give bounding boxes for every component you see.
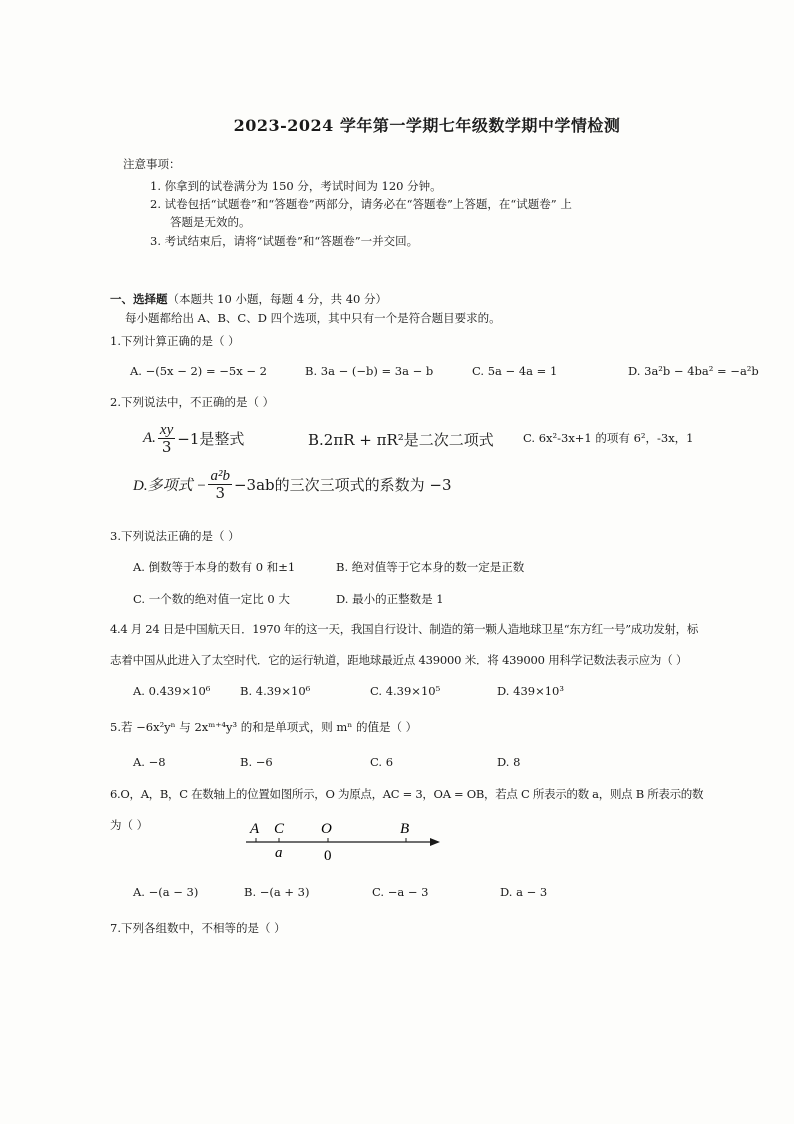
q2-d-den: 3 [215, 484, 225, 502]
section-info: （本题共 10 小题，每题 4 分，共 40 分） [167, 292, 388, 306]
q5-option-d: D. 8 [497, 755, 521, 769]
q3-option-d: D. 最小的正整数是 1 [336, 592, 444, 606]
q6-option-b: B. −(a + 3) [244, 885, 310, 899]
notice-item-2: 2. 试卷包括“试题卷”和“答题卷”两部分，请务必在“答题卷”上答题，在“试题卷” 上 [150, 197, 572, 211]
q2-d-prefix: D.多项式 − [133, 478, 207, 494]
q4-option-d: D. 439×10³ [497, 684, 564, 698]
q4-line-1: 4.4 月 24 日是中国航天日．1970 年的这一天，我国自行设计、制造的第一颗人造地球卫星“东方红一号”成功发射，标 [110, 622, 699, 636]
q6-option-d: D. a − 3 [500, 885, 548, 899]
q1-option-c: C. 5a − 4a = 1 [472, 364, 558, 378]
q1-stem: 1.下列计算正确的是（ ） [110, 334, 240, 348]
q3-option-c: C. 一个数的绝对值一定比 0 大 [133, 592, 290, 606]
q2-d-num: a²b [210, 468, 230, 484]
q7-stem: 7.下列各组数中，不相等的是（ ） [110, 921, 286, 935]
label-a-point: A [250, 821, 260, 837]
q2-d-fraction [208, 468, 232, 501]
notice-item-1: 1. 你拿到的试卷满分为 150 分，考试时间为 120 分钟。 [150, 179, 442, 193]
label-origin: O [321, 821, 332, 837]
q2-d-suffix: −3ab的三次三项式的系数为 −3 [233, 476, 452, 494]
q5-option-a: A. −8 [133, 755, 166, 769]
q2-stem: 2.下列说法中，不正确的是（ ） [110, 395, 275, 409]
q5-stem: 5.若 −6x²yⁿ 与 2xᵐ⁺⁴y³ 的和是单项式，则 mⁿ 的值是（ ） [110, 720, 418, 734]
label-zero: 0 [324, 848, 332, 864]
label-b-point: B [400, 821, 410, 837]
q3-option-b: B. 绝对值等于它本身的数一定是正数 [336, 560, 525, 574]
q4-option-b: B. 4.39×10⁶ [240, 684, 311, 698]
q2-a-suffix: −1是整式 [177, 430, 245, 448]
number-line-arrow [430, 838, 440, 846]
q4-option-c: C. 4.39×10⁵ [370, 684, 441, 698]
q2-option-c: C. 6x²-3x+1 的项有 6²，-3x，1 [523, 431, 694, 445]
notice-heading: 注意事项： [123, 157, 181, 171]
q1-option-b: B. 3a − (−b) = 3a − b [305, 364, 434, 378]
label-c-point: C [274, 821, 285, 837]
q1-option-d: D. 3a²b − 4ba² = −a²b [628, 364, 759, 378]
q6-line-1: 6.O，A，B，C 在数轴上的位置如图所示，O 为原点，AC = 3，OA = OB，若点 C 所表示的数 a，则点 B 所表示的数 [110, 787, 704, 801]
number-line-figure [240, 815, 450, 865]
q2-a-den: 3 [161, 438, 172, 456]
q4-line-2: 志着中国从此进入了太空时代．它的运行轨道，距地球最近点 439000 米．将 439000 用科学记数法表示应为（ ） [110, 653, 688, 667]
q6-option-c: C. −a − 3 [372, 885, 429, 899]
label-c-value: a [275, 845, 283, 861]
q2-a-num: xy [159, 422, 174, 438]
q5-option-c: C. 6 [370, 755, 394, 769]
q3-stem: 3.下列说法正确的是（ ） [110, 529, 240, 543]
q6-option-a: A. −(a − 3) [133, 885, 199, 899]
notice-item-2-cont: 答题是无效的。 [170, 215, 251, 229]
q6-line-2: 为（ ） [110, 818, 149, 832]
section-instruction: 每小题都给出 A、B、C、D 四个选项，其中只有一个是符合题目要求的。 [125, 311, 501, 325]
notice-item-3: 3. 考试结束后，请将“试题卷”和“答题卷”一并交回。 [150, 234, 419, 248]
q2-option-a [143, 422, 244, 455]
q1-option-a: A. −(5x − 2) = −5x − 2 [130, 364, 267, 378]
section-label: 一、选择题 [110, 292, 168, 306]
q5-option-b: B. −6 [240, 755, 273, 769]
q2-option-d [133, 468, 452, 501]
q2-a-prefix: A. [143, 430, 156, 446]
q2-option-b: B.2πR + πR²是二次二项式 [308, 431, 494, 449]
section-heading [110, 291, 387, 307]
q2-a-fraction [158, 422, 175, 455]
q4-option-a: A. 0.439×10⁶ [133, 684, 211, 698]
exam-title: 2023-2024 学年第一学期七年级数学期中学情检测 [233, 116, 621, 135]
q3-option-a: A. 倒数等于本身的数有 0 和±1 [133, 560, 296, 574]
